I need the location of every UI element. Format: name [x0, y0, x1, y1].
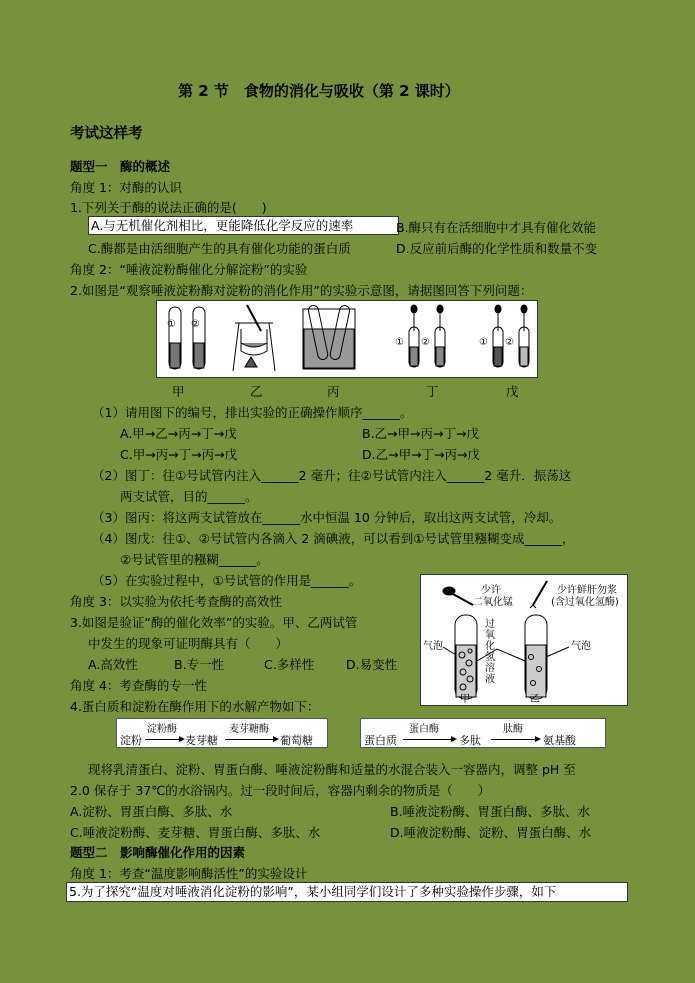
eq1-end: 葡萄糖: [280, 734, 313, 747]
q1-option-c: C.酶都是由活细胞产生的具有催化功能的蛋白质: [88, 241, 351, 256]
fig-bubble-left: 气泡: [423, 641, 443, 652]
q4-option-a: A.淀粉、胃蛋白酶、多肽、水: [70, 804, 233, 819]
tube-mark-2: ②: [191, 319, 200, 330]
q2-part1-option-b: B.乙→甲→丙→丁→戊: [362, 426, 479, 441]
tube-mark-wu-2: ②: [505, 337, 514, 348]
eq2-end: 氨基酸: [543, 734, 576, 747]
q3-option-a: A.高效性: [88, 657, 138, 672]
tube-mark-ding-2: ②: [421, 337, 430, 348]
equation-protein: [360, 718, 606, 748]
eq2-enzyme2: 肽酶: [503, 724, 523, 735]
q4-option-d: D.唾液淀粉酶、淀粉、胃蛋白酶、水: [390, 825, 592, 840]
q2-part4-line2: ②号试管里的糨糊______。: [120, 552, 269, 567]
q2-part1: （1）请用图下的编号，排出实验的正确操作顺序______。: [92, 405, 413, 420]
eq1-enzyme2: 麦芽糖酶: [229, 724, 269, 735]
eq2-enzyme1: 蛋白酶: [409, 724, 439, 735]
equation-starch: [116, 718, 328, 748]
q2-part1-option-a: A.甲→乙→丙→丁→戊: [120, 426, 237, 441]
q4-stem: 4.蛋白质和淀粉在酶作用下的水解产物如下：: [70, 699, 320, 714]
fig-left-top-label: 少许: [481, 585, 501, 596]
fig-tube-yi: 乙: [530, 694, 540, 705]
experiment-figure: [156, 300, 538, 378]
q4-body-line2: 2.0 保存于 37℃的水浴锅内。过一段时间后，容器内剩余的物质是（ ）: [70, 783, 491, 798]
q2-part4-line1: （4）图戊：往①、②号试管内各滴入 2 滴碘液，可以看到①号试管里糨糊变成______，: [92, 531, 575, 546]
catalase-figure: [420, 574, 628, 706]
q3-stem-line1: 3.如图是验证“酶的催化效率”的实验。甲、乙两试管: [70, 615, 358, 630]
fig-solution-label: 过氧化氢溶液: [485, 619, 495, 685]
fig-right-top-label: 少许鲜肝勿浆: [557, 585, 617, 596]
section-heading: 考试这样考: [70, 125, 143, 142]
eq2-start: 蛋白质: [364, 734, 397, 747]
fig-label-ding: 丁: [426, 384, 439, 399]
q2-part1-option-d: D.乙→甲→丁→丙→戊: [362, 447, 480, 462]
eq1-mid: 麦芽糖: [185, 734, 218, 747]
angle3-label: 角度 3：以实验为依托考查酶的高效性: [70, 594, 282, 609]
angle1-label: 角度 1：对酶的认识: [70, 180, 182, 195]
q1-option-d: D.反应前后酶的化学性质和数量不变: [396, 241, 598, 256]
q4-option-b: B.唾液淀粉酶、胃蛋白酶、多肽、水: [390, 804, 591, 819]
eq2-mid: 多肽: [459, 734, 481, 747]
q5-stem: 5.为了探究“温度对唾液消化淀粉的影响”，某小组同学们设计了多种实验操作步骤，如下: [66, 882, 628, 902]
angle4-label: 角度 4：考查酶的专一性: [70, 678, 207, 693]
fig-left-mid-label: 二氧化锰: [473, 597, 513, 608]
q2-part3: （3）图丙：将这两支试管放在______水中恒温 10 分钟后，取出这两支试管，冷却。: [92, 510, 562, 525]
fig-right-mid-label: (含过氧化氢酶): [551, 597, 619, 608]
q2-part5: （5）在实验过程中，①号试管的作用是______。: [92, 573, 362, 588]
fig-bubble-right: 气泡: [571, 641, 591, 652]
tube-mark-ding-1: ①: [395, 337, 404, 348]
eq1-enzyme1: 淀粉酶: [147, 724, 177, 735]
q3-option-c: C.多样性: [264, 657, 315, 672]
tube-mark-wu-1: ①: [479, 337, 488, 348]
fig-label-wu: 戊: [506, 384, 519, 399]
fig-label-bing: 丙: [327, 384, 340, 399]
fig-label-yi: 乙: [250, 384, 263, 399]
q1-option-b: B.酶只有在活细胞中才具有催化效能: [396, 220, 597, 235]
q2-stem: 2.如图是“观察唾液淀粉酶对淀粉的消化作用”的实验示意图，请据图回答下列问题：: [70, 283, 533, 298]
eq1-start: 淀粉: [120, 734, 142, 747]
q3-option-d: D.易变性: [346, 657, 398, 672]
q1-option-a: A.与无机催化剂相比，更能降低化学反应的速率: [88, 216, 399, 235]
q1-stem: 1.下列关于酶的说法正确的是( ): [70, 200, 267, 215]
type2-angle1-label: 角度 1：考查“温度影响酶活性”的实验设计: [70, 866, 308, 881]
page-title: 第 2 节 食物的消化与吸收（第 2 课时）: [178, 82, 460, 100]
type2-heading: 题型二 影响酶催化作用的因素: [70, 845, 246, 860]
q2-part2-line2: 两支试管，目的______。: [120, 489, 258, 504]
q2-part1-option-c: C.甲→丙→丁→丙→戊: [120, 447, 238, 462]
q3-option-b: B.专一性: [174, 657, 225, 672]
q4-option-c: C.唾液淀粉酶、麦芽糖、胃蛋白酶、多肽、水: [70, 825, 321, 840]
angle2-label: 角度 2：“唾液淀粉酶催化分解淀粉”的实验: [70, 262, 308, 277]
q4-body-line1: 现将乳清蛋白、淀粉、胃蛋白酶、唾液淀粉酶和适量的水混合装入一容器内，调整 pH 至: [88, 762, 576, 777]
q3-stem-line2: 中发生的现象可证明酶具有（ ）: [88, 636, 289, 651]
fig-label-jia: 甲: [172, 384, 185, 399]
q2-part2-line1: （2）图丁：往①号试管内注入______2 毫升；往②号试管内注入______2 毫升．振荡这: [92, 468, 572, 483]
fig-tube-jia: 甲: [460, 694, 470, 705]
type1-heading: 题型一 酶的概述: [70, 159, 171, 174]
tube-mark-1: ①: [167, 319, 176, 330]
